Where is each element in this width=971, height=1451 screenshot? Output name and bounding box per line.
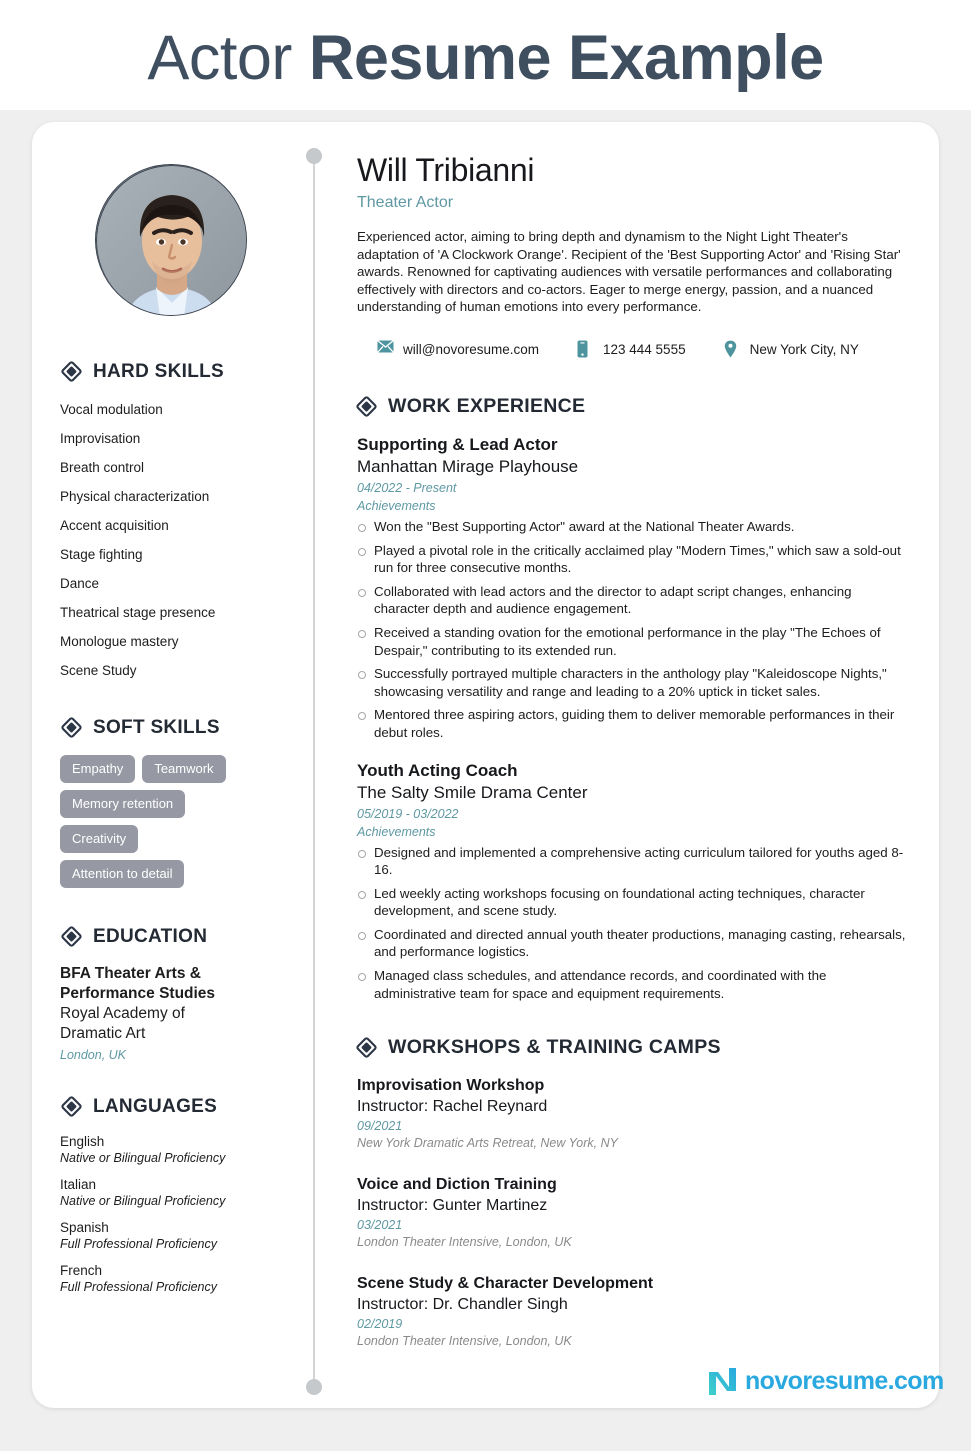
language-level: Full Professional Proficiency	[60, 1237, 218, 1251]
hard-skill-item: Theatrical stage presence	[60, 605, 216, 620]
section-header-work-experience	[355, 395, 909, 418]
diamond-bullet-icon	[60, 1095, 83, 1118]
section-header-workshops	[355, 1036, 909, 1059]
achievement-item: Managed class schedules, and attendance records, and coordinated with the administrative team for space and equipment requirements.	[357, 967, 909, 1002]
location-pin-icon	[724, 340, 741, 359]
workshop-date: 02/2019	[357, 1317, 403, 1332]
job-achievements-list	[357, 518, 909, 742]
languages-list	[60, 1134, 300, 1295]
workshop-place: New York Dramatic Arts Retreat, New York, NY	[357, 1136, 618, 1151]
job-company: The Salty Smile Drama Center	[357, 782, 588, 802]
section-header-hard-skills	[60, 360, 300, 383]
soft-skill-tag: Empathy	[60, 755, 135, 783]
achievement-item: Played a pivotal role in the critically acclaimed play "Modern Times," which saw a sold-out run for three consecutive months.	[357, 542, 909, 577]
sidebar	[60, 150, 300, 1295]
contact-location[interactable]	[724, 340, 859, 359]
job-achievements-list	[357, 844, 909, 1003]
novoresume-logo[interactable]	[707, 1366, 944, 1397]
hard-skill-item: Improvisation	[60, 431, 141, 446]
timeline-dot-top	[306, 148, 322, 164]
hard-skill-item: Dance	[60, 576, 100, 591]
workshop-name: Scene Study & Character Development	[357, 1275, 654, 1293]
contact-email[interactable]	[377, 340, 539, 359]
education-school: Royal Academy of Dramatic Art	[60, 1005, 185, 1042]
workshop-date: 09/2021	[357, 1119, 403, 1134]
language-item	[60, 1263, 300, 1295]
workshop-instructor: Instructor: Rachel Reynard	[357, 1098, 548, 1116]
soft-skills-tags	[60, 755, 290, 895]
phone-icon	[577, 340, 594, 359]
language-item	[60, 1134, 300, 1166]
section-header-soft-skills	[60, 716, 300, 739]
soft-skill-tag: Teamwork	[142, 755, 225, 783]
envelope-icon	[377, 340, 394, 359]
language-level: Native or Bilingual Proficiency	[60, 1194, 226, 1208]
job-entry	[357, 434, 909, 742]
language-name: English	[60, 1134, 105, 1149]
diamond-bullet-icon	[355, 395, 378, 418]
job-date: 05/2019 - 03/2022	[357, 806, 459, 821]
hard-skill-item: Monologue mastery	[60, 634, 179, 649]
language-level: Full Professional Proficiency	[60, 1280, 218, 1294]
section-title-languages: LANGUAGES	[93, 1095, 218, 1117]
section-title-workshops: WORKSHOPS & TRAINING CAMPS	[388, 1036, 721, 1059]
job-title: Supporting & Lead Actor	[357, 434, 558, 454]
job-date: 04/2022 - Present	[357, 480, 457, 495]
workshop-entry	[357, 1075, 909, 1152]
achievement-item: Coordinated and directed annual youth theater productions, managing casting, rehearsals, and performance logistics.	[357, 926, 909, 961]
avatar	[95, 164, 247, 316]
job-entry	[357, 760, 909, 1003]
section-header-education	[60, 925, 300, 948]
diamond-bullet-icon	[355, 1036, 378, 1059]
language-name: Italian	[60, 1177, 97, 1192]
achievements-label: Achievements	[357, 824, 436, 839]
workshop-place: London Theater Intensive, London, UK	[357, 1334, 572, 1349]
contact-row	[357, 340, 909, 359]
timeline-dot-bottom	[306, 1379, 322, 1395]
workshop-place: London Theater Intensive, London, UK	[357, 1235, 572, 1250]
achievement-item: Successfully portrayed multiple characters in the anthology play "Kaleidoscope Nights," showcasing versatility and range and leading to a 20% uptick in ticket sales.	[357, 665, 909, 700]
language-level: Native or Bilingual Proficiency	[60, 1151, 226, 1165]
language-name: Spanish	[60, 1220, 109, 1235]
achievements-label: Achievements	[357, 498, 436, 513]
hard-skills-list	[60, 402, 300, 678]
section-title-soft-skills: SOFT SKILLS	[93, 716, 220, 738]
achievement-item: Received a standing ovation for the emotional performance in the play "The Echoes of Despair," contributing to its extended run.	[357, 624, 909, 659]
workshop-date: 03/2021	[357, 1218, 403, 1233]
novoresume-n-icon	[707, 1366, 738, 1397]
workshop-name: Improvisation Workshop	[357, 1077, 545, 1095]
achievement-item: Mentored three aspiring actors, guiding them to deliver memorable performances in their debut roles.	[357, 706, 909, 741]
hard-skill-item: Stage fighting	[60, 547, 143, 562]
education-entry	[60, 964, 250, 1063]
soft-skill-tag: Creativity	[60, 825, 138, 853]
achievement-item: Designed and implemented a comprehensive acting curriculum tailored for youths aged 8-16.	[357, 844, 909, 879]
workshop-entry	[357, 1273, 909, 1350]
workshop-instructor: Instructor: Gunter Martinez	[357, 1197, 548, 1215]
candidate-role: Theater Actor	[357, 194, 454, 211]
workshop-name: Voice and Diction Training	[357, 1176, 557, 1194]
language-item	[60, 1177, 300, 1209]
contact-email-value: will@novoresume.com	[403, 341, 539, 357]
education-location: London, UK	[60, 1048, 127, 1062]
language-item	[60, 1220, 300, 1252]
candidate-name: Will Tribianni	[357, 152, 535, 188]
diamond-bullet-icon	[60, 925, 83, 948]
achievement-item: Led weekly acting workshops focusing on foundational acting techniques, character development, and scene study.	[357, 885, 909, 920]
job-company: Manhattan Mirage Playhouse	[357, 456, 579, 476]
page-title	[0, 18, 971, 98]
hard-skill-item: Breath control	[60, 460, 145, 475]
hard-skill-item: Scene Study	[60, 663, 137, 678]
soft-skill-tag: Memory retention	[60, 790, 185, 818]
hard-skill-item: Vocal modulation	[60, 402, 163, 417]
workshop-entry	[357, 1174, 909, 1251]
section-title-work-experience: WORK EXPERIENCE	[388, 394, 586, 417]
page-title-bold: Resume Example	[308, 23, 824, 93]
section-title-hard-skills: HARD SKILLS	[93, 360, 225, 382]
contact-location-value: New York City, NY	[749, 341, 859, 357]
section-title-education: EDUCATION	[93, 925, 208, 947]
diamond-bullet-icon	[60, 360, 83, 383]
novoresume-logo-text: novoresume.com	[745, 1367, 944, 1395]
soft-skill-tag: Attention to detail	[60, 860, 184, 888]
job-title: Youth Acting Coach	[357, 760, 518, 780]
language-name: French	[60, 1263, 103, 1278]
timeline-divider	[313, 162, 315, 1387]
hard-skill-item: Accent acquisition	[60, 518, 169, 533]
education-degree: BFA Theater Arts & Performance Studies	[60, 965, 216, 1002]
profile-summary: Experienced actor, aiming to bring depth and dynamism to the Night Light Theater's adaptation of 'A Clockwork Orange'. Recipient of the 'Best Supporting Actor' and 'Rising Star' awards. Renowned for captivating audiences with versatile performances and collaborating effectively with directors and co-actors. Eager to merge energy, passion, and a nuanced understanding of human emotions into every performance.	[357, 229, 901, 315]
main-column	[357, 150, 909, 1350]
achievement-item: Collaborated with lead actors and the director to adapt script changes, enhancing character depth and audience engagement.	[357, 583, 909, 618]
achievement-item: Won the "Best Supporting Actor" award at the National Theater Awards.	[357, 518, 909, 536]
hard-skill-item: Physical characterization	[60, 489, 210, 504]
contact-phone[interactable]	[577, 340, 686, 359]
page-title-light: Actor	[147, 23, 309, 93]
diamond-bullet-icon	[60, 716, 83, 739]
contact-phone-value: 123 444 5555	[603, 341, 686, 357]
section-header-languages	[60, 1095, 300, 1118]
workshop-instructor: Instructor: Dr. Chandler Singh	[357, 1296, 568, 1314]
